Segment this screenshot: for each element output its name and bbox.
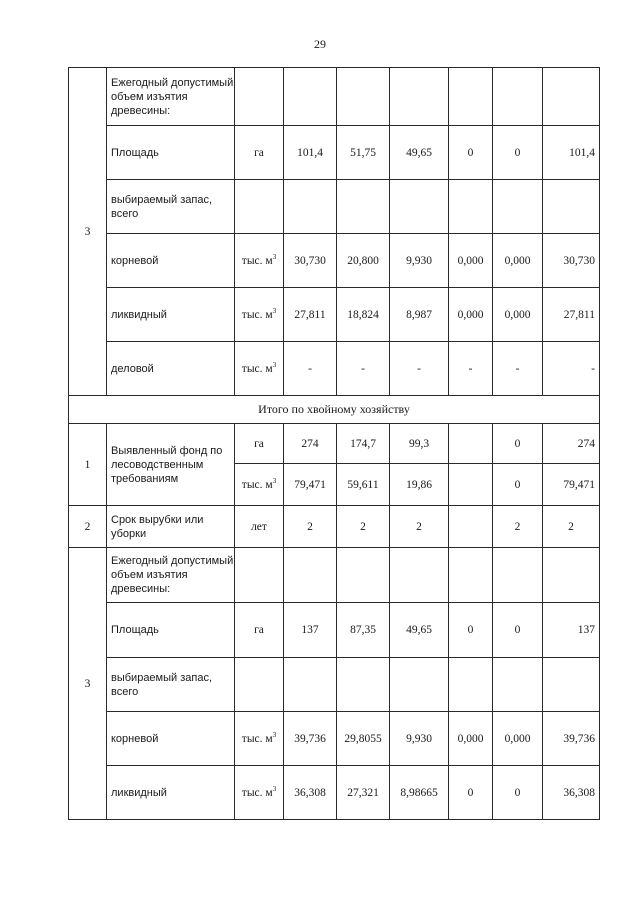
value-cell xyxy=(284,68,337,126)
table-row xyxy=(69,424,600,464)
value-cell: 27,811 xyxy=(284,288,337,342)
value-cell xyxy=(449,506,493,548)
value-cell: - xyxy=(337,342,390,396)
table-row xyxy=(69,288,600,342)
value-cell: 79,471 xyxy=(284,464,337,506)
value-cell xyxy=(390,548,449,603)
value-cell: - xyxy=(543,342,600,396)
value-cell: 2 xyxy=(390,506,449,548)
value-cell: 30,730 xyxy=(284,234,337,288)
value-cell: 0,000 xyxy=(493,288,543,342)
section-title: Итого по хвойному хозяйству xyxy=(69,396,600,424)
row-label: Срок вырубки или уборки xyxy=(107,506,235,548)
value-cell: 49,65 xyxy=(390,603,449,658)
value-cell: - xyxy=(284,342,337,396)
value-cell: 30,730 xyxy=(543,234,600,288)
value-cell: 0,000 xyxy=(449,712,493,766)
value-cell xyxy=(543,180,600,234)
value-cell: 36,308 xyxy=(543,766,600,820)
value-cell: 19,86 xyxy=(390,464,449,506)
value-cell: 0 xyxy=(449,126,493,180)
value-cell: 36,308 xyxy=(284,766,337,820)
table-row xyxy=(69,548,600,603)
value-cell: 27,321 xyxy=(337,766,390,820)
row-label: Площадь xyxy=(107,126,235,180)
value-cell xyxy=(449,658,493,712)
value-cell xyxy=(543,68,600,126)
row-label: Ежегодный допустимый объем изъятия древесины: xyxy=(107,548,235,603)
row-label: ликвидный xyxy=(107,288,235,342)
value-cell: 99,3 xyxy=(390,424,449,464)
row-number: 2 xyxy=(69,506,107,548)
forest-use-table xyxy=(68,67,600,820)
table-row xyxy=(69,180,600,234)
value-cell: 0 xyxy=(493,603,543,658)
value-cell: 2 xyxy=(493,506,543,548)
unit-cell xyxy=(235,658,284,712)
value-cell: 2 xyxy=(543,506,600,548)
value-cell: 2 xyxy=(284,506,337,548)
value-cell: 18,824 xyxy=(337,288,390,342)
unit-cell: га xyxy=(235,424,284,464)
unit-cell: тыс. $м^3$ xyxy=(235,464,284,506)
value-cell xyxy=(284,658,337,712)
value-cell: 59,611 xyxy=(337,464,390,506)
value-cell: 8,98665 xyxy=(390,766,449,820)
value-cell: 9,930 xyxy=(390,712,449,766)
value-cell: 174,7 xyxy=(337,424,390,464)
table-row xyxy=(69,506,600,548)
table-row xyxy=(69,234,600,288)
value-cell: 0 xyxy=(493,766,543,820)
value-cell xyxy=(493,180,543,234)
row-label: ликвидный xyxy=(107,766,235,820)
value-cell: 49,65 xyxy=(390,126,449,180)
value-cell: 0,000 xyxy=(449,234,493,288)
row-label: Выявленный фонд по лесоводственным требованиям xyxy=(107,424,235,506)
table-row xyxy=(69,68,600,126)
value-cell: 0,000 xyxy=(493,234,543,288)
value-cell xyxy=(449,180,493,234)
value-cell xyxy=(337,658,390,712)
value-cell: 274 xyxy=(284,424,337,464)
value-cell: - xyxy=(449,342,493,396)
value-cell: 51,75 xyxy=(337,126,390,180)
row-label: корневой xyxy=(107,234,235,288)
value-cell xyxy=(493,658,543,712)
value-cell: 137 xyxy=(543,603,600,658)
value-cell xyxy=(449,464,493,506)
value-cell: 39,736 xyxy=(543,712,600,766)
unit-cell: га xyxy=(235,603,284,658)
value-cell xyxy=(390,68,449,126)
value-cell: 2 xyxy=(337,506,390,548)
value-cell: 0 xyxy=(493,464,543,506)
row-label: выбираемый запас, всего xyxy=(107,180,235,234)
value-cell xyxy=(493,68,543,126)
row-label: Ежегодный допустимый объем изъятия древесины: xyxy=(107,68,235,126)
unit-cell xyxy=(235,548,284,603)
table-row xyxy=(69,126,600,180)
value-cell: 27,811 xyxy=(543,288,600,342)
unit-cell: тыс. $м^3$ xyxy=(235,234,284,288)
table-row xyxy=(69,342,600,396)
value-cell: - xyxy=(493,342,543,396)
value-cell: 20,800 xyxy=(337,234,390,288)
row-number: 3 xyxy=(69,548,107,820)
unit-cell: тыс. $м^3$ xyxy=(235,342,284,396)
row-label: корневой xyxy=(107,712,235,766)
value-cell xyxy=(449,68,493,126)
value-cell xyxy=(284,548,337,603)
row-label: деловой xyxy=(107,342,235,396)
value-cell xyxy=(493,548,543,603)
value-cell: 101,4 xyxy=(543,126,600,180)
value-cell: 0,000 xyxy=(449,288,493,342)
value-cell: 0 xyxy=(449,603,493,658)
value-cell: 39,736 xyxy=(284,712,337,766)
value-cell: 274 xyxy=(543,424,600,464)
value-cell xyxy=(337,68,390,126)
value-cell: 87,35 xyxy=(337,603,390,658)
value-cell xyxy=(337,548,390,603)
value-cell xyxy=(284,180,337,234)
value-cell: 9,930 xyxy=(390,234,449,288)
value-cell xyxy=(543,548,600,603)
value-cell xyxy=(390,180,449,234)
table-row xyxy=(69,658,600,712)
value-cell xyxy=(449,424,493,464)
value-cell: 0 xyxy=(493,424,543,464)
value-cell: 79,471 xyxy=(543,464,600,506)
table-row xyxy=(69,766,600,820)
page-number: 29 xyxy=(314,37,326,51)
row-label: выбираемый запас, всего xyxy=(107,658,235,712)
row-number: 1 xyxy=(69,424,107,506)
unit-cell xyxy=(235,180,284,234)
unit-cell: лет xyxy=(235,506,284,548)
value-cell xyxy=(449,548,493,603)
value-cell xyxy=(543,658,600,712)
value-cell: 0 xyxy=(449,766,493,820)
table-row xyxy=(69,712,600,766)
value-cell: 0,000 xyxy=(493,712,543,766)
value-cell xyxy=(390,658,449,712)
value-cell xyxy=(337,180,390,234)
value-cell: 101,4 xyxy=(284,126,337,180)
unit-cell: тыс. $м^3$ xyxy=(235,288,284,342)
unit-cell: тыс. $м^3$ xyxy=(235,712,284,766)
section-header-row xyxy=(69,396,600,424)
value-cell: 137 xyxy=(284,603,337,658)
value-cell: 0 xyxy=(493,126,543,180)
row-label: Площадь xyxy=(107,603,235,658)
unit-cell: га xyxy=(235,126,284,180)
value-cell: 29,8055 xyxy=(337,712,390,766)
value-cell: - xyxy=(390,342,449,396)
value-cell: 8,987 xyxy=(390,288,449,342)
table-row xyxy=(69,603,600,658)
unit-cell xyxy=(235,68,284,126)
unit-cell: тыс. $м^3$ xyxy=(235,766,284,820)
row-number: 3 xyxy=(69,68,107,396)
